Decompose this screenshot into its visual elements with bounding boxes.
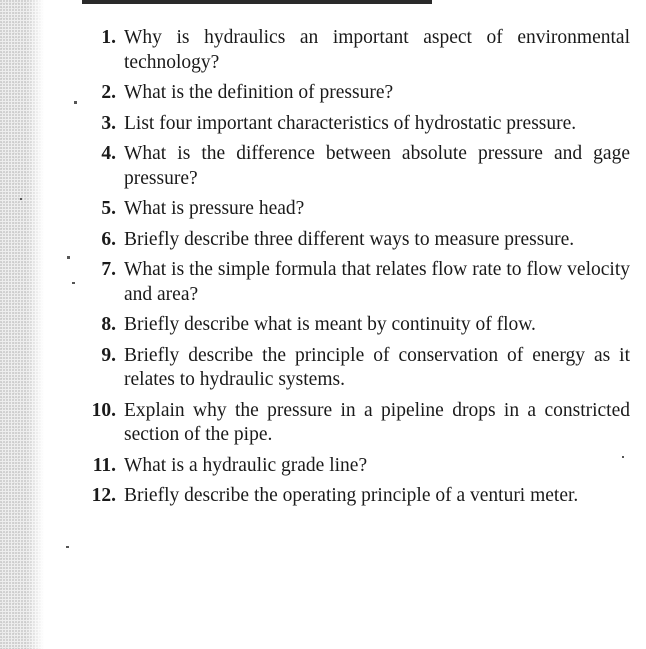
margin-mark xyxy=(66,546,69,548)
margin-mark xyxy=(74,101,77,104)
question-text: Explain why the pressure in a pipeline drops in a constricted section of the pipe. xyxy=(124,399,630,445)
question-text: What is the difference between absolute pressure and gage pressure? xyxy=(124,143,630,189)
question-number: 9. xyxy=(101,344,116,366)
margin-mark xyxy=(20,198,22,200)
question-item xyxy=(80,112,630,137)
question-item xyxy=(80,258,630,307)
question-item xyxy=(80,26,630,75)
question-text: What is pressure head? xyxy=(124,198,305,219)
question-number: 12. xyxy=(91,485,116,506)
question-number: 8. xyxy=(101,314,116,335)
question-text: What is the definition of pressure? xyxy=(124,82,394,103)
question-text: Briefly describe the operating principle of a venturi meter. xyxy=(124,485,579,506)
question-number: 7. xyxy=(101,259,116,280)
question-number: 11. xyxy=(92,454,116,476)
question-number: 4. xyxy=(101,143,116,164)
question-text: Why is hydraulics an important aspect of environmental technology? xyxy=(124,27,630,73)
question-item xyxy=(80,454,630,479)
question-number: 2. xyxy=(101,82,116,103)
question-text: Briefly describe the principle of conservation of energy as it relates to hydraulic systems. xyxy=(124,344,630,390)
question-item xyxy=(80,313,630,338)
question-item xyxy=(80,484,630,509)
question-item xyxy=(80,344,630,393)
review-questions-list xyxy=(80,26,630,515)
question-text: Briefly describe what is meant by continuity of flow. xyxy=(124,314,536,335)
margin-mark xyxy=(72,282,75,284)
question-number: 1. xyxy=(101,27,116,48)
scan-edge-texture xyxy=(0,0,44,649)
question-number: 3. xyxy=(101,112,116,134)
question-item xyxy=(80,142,630,191)
question-number: 5. xyxy=(101,198,116,219)
question-item xyxy=(80,81,630,106)
question-text: Briefly describe three different ways to measure pressure. xyxy=(124,228,575,250)
question-text: What is a hydraulic grade line? xyxy=(124,454,368,476)
top-rule-divider xyxy=(82,0,432,4)
question-text: What is the simple formula that relates flow rate to flow velocity and area? xyxy=(124,259,630,305)
question-number: 10. xyxy=(91,399,116,421)
question-item xyxy=(80,197,630,222)
question-number: 6. xyxy=(101,228,116,250)
question-item xyxy=(80,228,630,253)
question-item xyxy=(80,399,630,448)
question-text: List four important characteristics of hydrostatic pressure. xyxy=(124,112,577,134)
margin-mark xyxy=(67,256,70,259)
